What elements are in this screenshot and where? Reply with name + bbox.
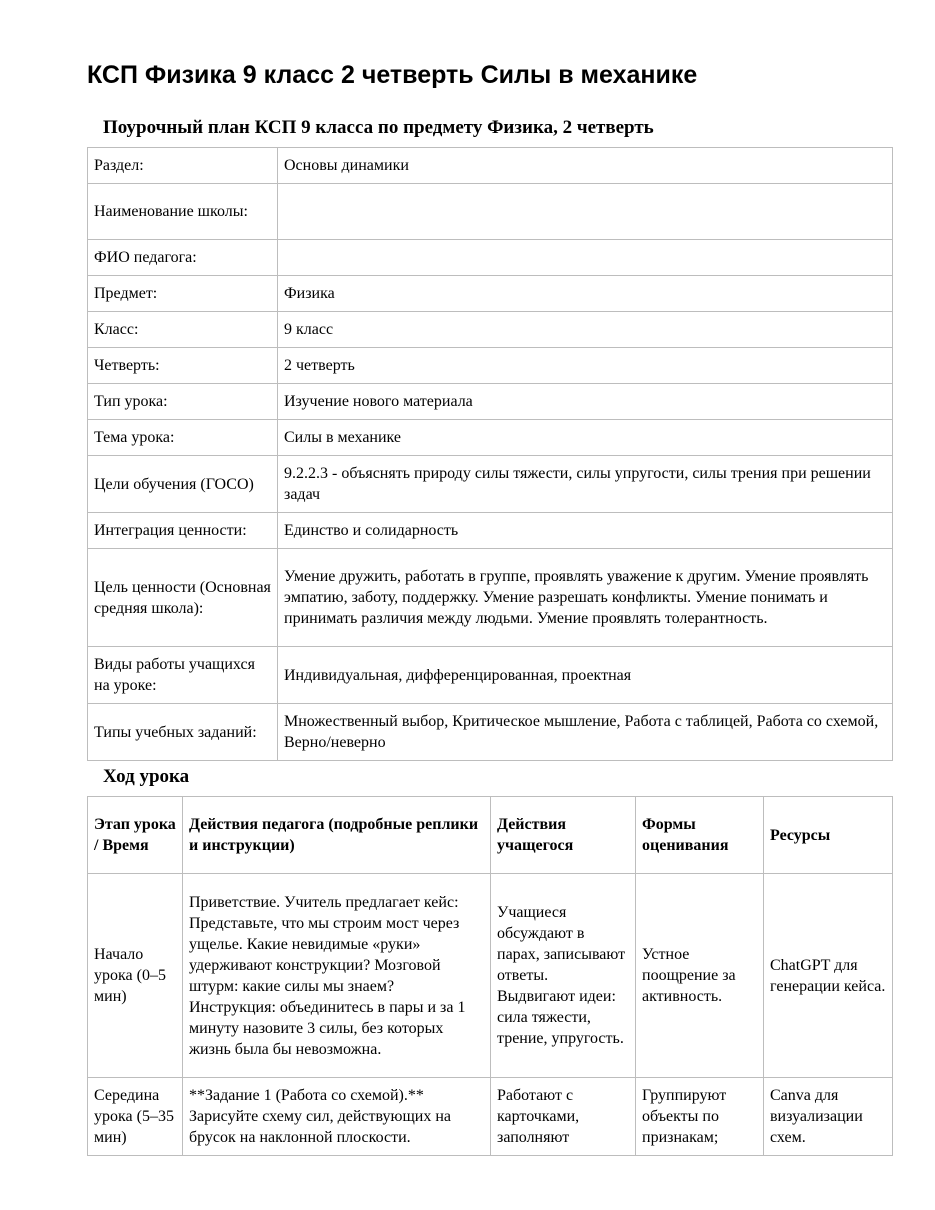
lesson-header-row <box>88 797 893 874</box>
lesson-cell: Canva для визуализации схем. <box>764 1078 893 1156</box>
info-label: Четверть: <box>88 348 278 384</box>
info-row <box>88 420 893 456</box>
lesson-cell: ChatGPT для генерации кейса. <box>764 874 893 1078</box>
info-row <box>88 456 893 513</box>
info-label: Предмет: <box>88 276 278 312</box>
info-row <box>88 276 893 312</box>
info-row <box>88 704 893 761</box>
lesson-cell: Группируют объекты по признакам; <box>636 1078 764 1156</box>
info-row <box>88 148 893 184</box>
info-row <box>88 384 893 420</box>
lesson-header-cell: Действия педагога (подробные реплики и инструкции) <box>183 797 491 874</box>
lesson-cell: Приветствие. Учитель предлагает кейс: Представьте, что мы строим мост через ущелье. Какие невидимые «руки» удерживают конструкции? Мозговой штурм: какие силы мы знаем? Инструкция: объединитесь в пары и за 1 минуту назовите 3 силы, без которых жизнь была бы невозможна. <box>183 874 491 1078</box>
lesson-header-cell: Ресурсы <box>764 797 893 874</box>
info-value <box>278 240 893 276</box>
info-value: Физика <box>278 276 893 312</box>
lesson-header-cell: Формы оценивания <box>636 797 764 874</box>
lesson-cell: Устное поощрение за активность. <box>636 874 764 1078</box>
info-label: Типы учебных заданий: <box>88 704 278 761</box>
lesson-cell: Работают с карточками, заполняют <box>491 1078 636 1156</box>
info-value: Умение дружить, работать в группе, проявлять уважение к другим. Умение проявлять эмпатию, заботу, поддержку. Умение разрешать конфликты. Умение понимать и принимать различия между людьми. Умение проявлять толерантность. <box>278 549 893 647</box>
info-value: Изучение нового материала <box>278 384 893 420</box>
lesson-header-cell: Этап урока / Время <box>88 797 183 874</box>
lesson-progress-title: Ход урока <box>103 766 190 787</box>
info-label: Виды работы учащихся на уроке: <box>88 647 278 704</box>
info-value: Силы в механике <box>278 420 893 456</box>
lesson-cell: **Задание 1 (Работа со схемой).** Зарисуйте схему сил, действующих на брусок на наклонной плоскости. <box>183 1078 491 1156</box>
info-label: Тема урока: <box>88 420 278 456</box>
info-label: Тип урока: <box>88 384 278 420</box>
info-value <box>278 184 893 240</box>
info-label: Интеграция ценности: <box>88 513 278 549</box>
lesson-row <box>88 1078 893 1156</box>
lesson-table <box>87 796 893 1156</box>
plan-subtitle: Поурочный план КСП 9 класса по предмету Физика, 2 четверть <box>103 117 654 138</box>
info-value: Множественный выбор, Критическое мышление, Работа с таблицей, Работа со схемой, Верно/неверно <box>278 704 893 761</box>
info-value: 9 класс <box>278 312 893 348</box>
info-label: Цель ценности (Основная средняя школа): <box>88 549 278 647</box>
info-row <box>88 184 893 240</box>
info-label: ФИО педагога: <box>88 240 278 276</box>
info-row <box>88 647 893 704</box>
info-label: Класс: <box>88 312 278 348</box>
lesson-cell: Середина урока (5–35 мин) <box>88 1078 183 1156</box>
info-label: Наименование школы: <box>88 184 278 240</box>
info-value: Основы динамики <box>278 148 893 184</box>
lesson-cell: Начало урока (0–5 мин) <box>88 874 183 1078</box>
info-value: Единство и солидарность <box>278 513 893 549</box>
lesson-row <box>88 874 893 1078</box>
info-label: Раздел: <box>88 148 278 184</box>
lesson-header-cell: Действия учащегося <box>491 797 636 874</box>
info-row <box>88 549 893 647</box>
info-row <box>88 240 893 276</box>
info-label: Цели обучения (ГОСО) <box>88 456 278 513</box>
info-value: 2 четверть <box>278 348 893 384</box>
info-value: 9.2.2.3 - объяснять природу силы тяжести, силы упругости, силы трения при решении задач <box>278 456 893 513</box>
lesson-cell: Учащиеся обсуждают в парах, записывают ответы. Выдвигают идеи: сила тяжести, трение, упругость. <box>491 874 636 1078</box>
info-row <box>88 312 893 348</box>
document-title: КСП Физика 9 класс 2 четверть Силы в механике <box>87 61 698 89</box>
info-row <box>88 513 893 549</box>
info-table <box>87 147 893 761</box>
info-value: Индивидуальная, дифференцированная, проектная <box>278 647 893 704</box>
info-row <box>88 348 893 384</box>
